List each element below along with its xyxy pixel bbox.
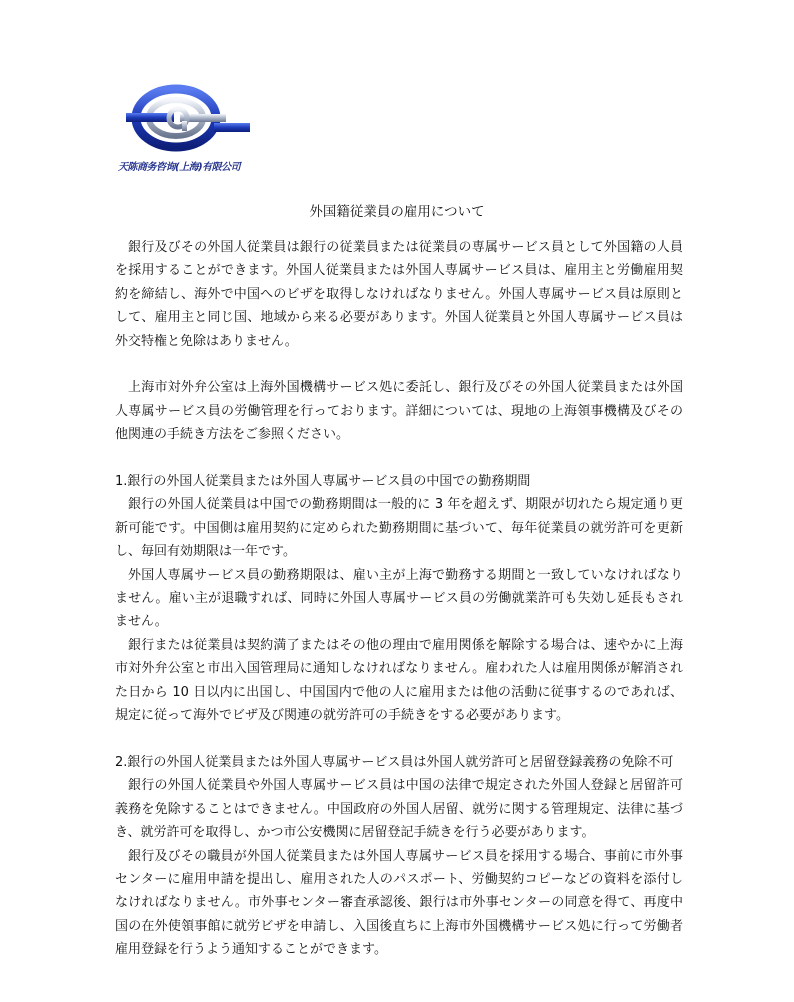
document-title: 外国籍従業員の雇用について <box>309 204 485 220</box>
section-1-paragraph-3: 銀行または従業員は契約満了またはその他の理由で雇用関係を解除する場合は、速やかに上海市対外弁公室と市出入国管理局に通知しなければなりません。雇われた人は雇用関係が解消された日から 10 日以内に出国し、中国国内で他の人に雇用または他の活動に従事するのであれば、規定に従って海外でビザ及び関連の就労許可の手続きをする必要があります。 <box>115 637 683 724</box>
document-body <box>115 236 683 962</box>
company-logo <box>118 84 268 176</box>
logo-emblem-icon <box>118 84 268 156</box>
section-2-paragraph-2: 銀行及びその職員が外国人従業員または外国人専属サービス員を採用する場合、事前に市外事センターに雇用申請を提出し、雇用された人のパスポート、労働契約コピーなどの資料を添付しなければなりません。市外事センター審査承認後、銀行は市外事センターの同意を得て、再度中国の在外使領事館に就労ビザを申請し、入国後直ちに上海市外国機構サービス処に行って労働者雇用登録を行うよう通知することができます。 <box>115 848 683 958</box>
section-2-paragraph-1: 銀行の外国人従業員や外国人専属サービス員は中国の法律で規定された外国人登録と居留許可義務を免除することはできません。中国政府の外国人居留、就労に関する管理規定、法律に基づき、就労許可を取得し、かつ市公安機関に居留登記手続きを行う必要があります。 <box>115 778 683 841</box>
intro-paragraph-1: 銀行及びその外国人従業員は銀行の従業員または従業員の専属サービス員として外国籍の人員を採用することができます。外国人従業員または外国人専属サービス員は、雇用主と労働雇用契約を締結し、海外で中国へのビザを取得しなければなりません。外国人専属サービス員は原則として、雇用主と同じ国、地域から来る必要があります。外国人従業員と外国人専属サービス員は外交特権と免除はありません。 <box>115 240 683 349</box>
section-1-heading: 1.銀行の外国人従業員または外国人専属サービス員の中国での勤務期間 <box>115 474 531 490</box>
logo-company-name: 天陈商务咨询(上海)有限公司 <box>118 162 241 173</box>
section-1-paragraph-2: 外国人専属サービス員の勤務期限は、雇い主が上海で勤務する期間と一致していなければなりません。雇い主が退職すれば、同時に外国人専属サービス員の労働就業許可も失効し延長もされません。 <box>115 567 683 630</box>
section-1-paragraph-1: 銀行の外国人従業員は中国での勤務期間は一般的に 3 年を超えず、期限が切れたら規定通り更新可能です。中国側は雇用契約に定められた勤務期間に基づいて、毎年従業員の就労許可を更新し、毎回有効期限は一年です。 <box>115 497 683 560</box>
intro-paragraph-2: 上海市対外弁公室は上海外国機構サービス処に委託し、銀行及びその外国人従業員または外国人専属サービス員の労働管理を行っております。詳細については、現地の上海領事機構及びその他関連の手続き方法をご参照ください。 <box>115 380 683 443</box>
section-2-heading: 2.銀行の外国人従業員または外国人専属サービス員は外国人就労許可と居留登録義務の免除不可 <box>115 754 674 770</box>
